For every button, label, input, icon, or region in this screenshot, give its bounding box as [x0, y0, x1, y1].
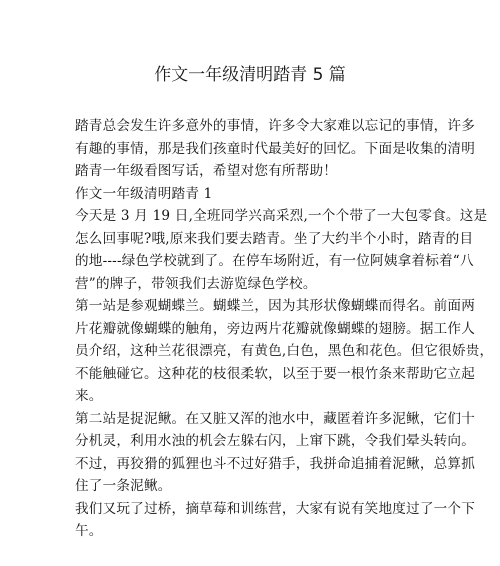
text-line: 怎么回事呢?哦,原来我们要去踏青。坐了大约半个小时，踏青的目 — [75, 230, 474, 247]
document-body — [75, 115, 494, 543]
text-line: 片花瓣就像蝴蝶的触角，旁边两片花瓣就像蝴蝶的翅膀。据工作人 — [75, 320, 476, 337]
section-heading — [75, 183, 421, 206]
text-line: 住了一条泥鳅。 — [75, 478, 172, 494]
document-title: 作文一年级清明踏青 5 篇 — [154, 65, 346, 85]
section-heading-text: 作文一年级清明踏青 1 — [75, 185, 213, 202]
text-line: 分机灵，利用水浊的机会左躲右闪，上窜下跳，令我们晕头转向。 — [75, 433, 476, 449]
text-line: 午。 — [75, 523, 103, 539]
essay-paragraph — [75, 295, 494, 408]
text-line: 今天是 3 月 19 日,全班同学兴高采烈,一个个带了一大包零食。这是 — [75, 208, 488, 224]
text-line: 踏青一年级看图写话，希望对您有所帮助！ — [75, 163, 338, 179]
text-line: 不能触碰它。这种花的枝很柔软，以至于要一根竹条来帮助它立起 — [75, 365, 476, 382]
essay-paragraph — [75, 498, 476, 543]
essay-paragraph — [75, 408, 476, 498]
text-line: 营”的牌子，带领我们去游览绿色学校。 — [75, 275, 317, 292]
text-line: 我们又玩了过桥，摘草莓和训练营，大家有说有笑地度过了一个下 — [75, 500, 476, 517]
page-bottom-fade — [0, 548, 500, 566]
text-line: 来。 — [75, 388, 103, 404]
text-line: 的地----绿色学校就到了。在停车场附近，有一位阿姨拿着标着“八 — [75, 253, 474, 269]
text-line: 员介绍，这种兰花很漂亮，有黄色,白色，黑色和花色。但它很娇贵， — [75, 343, 494, 359]
text-line: 有趣的事情，那是我们孩童时代最美好的回忆。下面是收集的清明 — [75, 140, 476, 157]
essay-paragraph — [75, 205, 488, 295]
text-line: 踏青总会发生许多意外的事情，许多令大家难以忘记的事情，许多 — [75, 118, 476, 134]
text-line: 第二站是捉泥鳅。在又脏又浑的池水中，藏匿着许多泥鳅，它们十 — [75, 410, 476, 427]
intro-paragraph — [75, 115, 476, 183]
text-line: 不过，再狡猾的狐狸也斗不过好猎手，我拼命追捕着泥鳅，总算抓 — [75, 455, 476, 472]
text-line: 第一站是参观蝴蝶兰。蝴蝶兰，因为其形状像蝴蝶而得名。前面两 — [75, 298, 476, 314]
